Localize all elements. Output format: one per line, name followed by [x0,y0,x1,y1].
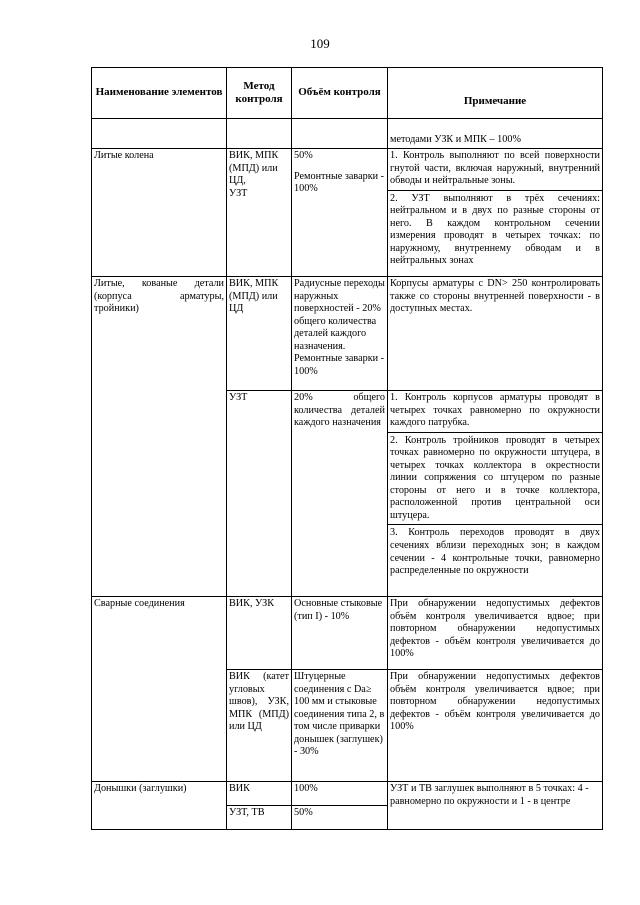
cell-method: ВИК [227,782,292,806]
cell-note: При обнаружении недопустимых дефектов объём контроля увеличивается вдвое; при повторном обнаружении недопустимых дефектов - объём контроля увеличивается до 100% [388,670,603,782]
cell-note [388,149,603,277]
header-volume: Объём контроля [292,68,388,119]
cell-element: Донышки (заглушки) [92,782,227,830]
cell-method: ВИК (катет угловых швов), УЗК, МПК (МПД) или ЦД [227,670,292,782]
header-note: Примечание [388,68,603,119]
cell-element: Сварные соединения [92,597,227,782]
volume-text: Ремонтные заварки - 100% [294,170,385,195]
table-row [92,782,603,806]
cell-note: Корпусы арматуры с DN> 250 контролировать также со стороны внутренней поверхности - в доступных местах. [388,277,603,391]
table-row [92,149,603,277]
header-elements: Наименование элементов [92,68,227,119]
cell-method [227,119,292,149]
table-row [92,277,603,391]
cell-method: ВИК, УЗК [227,597,292,670]
cell-note: При обнаружении недопустимых дефектов объём контроля увеличивается вдвое; при повторном обнаружении недопустимых дефектов - объём контроля увеличивается до 100% [388,597,603,670]
table-row [92,119,603,149]
cell-volume [292,149,388,277]
cell-element [92,119,227,149]
cell-volume: 20% общего количества деталей каждого назначения [292,391,388,597]
note-text: 2. УЗТ выполняют в трёх сечениях: нейтральном и в двух по разные стороны от него. В каждом контрольном сечении измерения проводят в четырех точках: по наружному, внутреннему обводам и в нейтральных зонах [388,190,602,268]
cell-note: УЗТ и ТВ заглушек выполняют в 5 точках: 4 - равномерно по окружности и 1 - в центре [388,782,603,830]
cell-volume: Штуцерные соединения с Da≥ 100 мм и стыковые соединения типа 2, в том числе приварки донышек (заглушек) - 30% [292,670,388,782]
inspection-table [91,67,603,830]
note-text: 2. Контроль тройников проводят в четырех точках равномерно по окружности штуцера, в четырех точках коллектора в окрестности линии сопряжения со штуцером по разные стороны от него и в точке коллектора, расположенной против центральной оси штуцера. [388,432,602,523]
method-text: УЗТ [229,187,248,199]
cell-method [227,149,292,277]
note-text: 1. Контроль корпусов арматуры проводят в четырех точках равномерно по окружности каждого патрубка. [390,392,600,429]
header-method: Метод контроля [227,68,292,119]
note-text: 3. Контроль переходов проводят в двух сечениях вблизи переходных зон; в каждом сечении - 4 контрольные точки, равномерно распределенные по окружности [388,524,602,577]
cell-method: УЗТ [227,391,292,597]
method-text: ВИК, МПК (МПД) или ЦД, [229,150,279,187]
cell-volume: Основные стыковые (тип I) - 10% [292,597,388,670]
cell-method: ВИК, МПК (МПД) или ЦД [227,277,292,391]
note-text: 1. Контроль выполняют по всей поверхности гнутой части, включая наружный, внутренний обводы и нейтральные зоны. [390,150,600,187]
cell-element: Литые, кованые детали (корпуса арматуры, тройники) [92,277,227,597]
cell-volume: 50% [292,806,388,830]
cell-volume: 100% [292,782,388,806]
cell-note [388,391,603,597]
table-row [92,597,603,670]
volume-text: 50% [294,150,313,161]
cell-element: Литые колена [92,149,227,277]
cell-method: УЗТ, ТВ [227,806,292,830]
cell-volume: Радиусные переходы наружных поверхностей - 20% общего количества деталей каждого назначения. Ремонтные заварки - 100% [292,277,388,391]
page-number: 109 [310,36,330,51]
header-row [92,68,603,119]
cell-volume [292,119,388,149]
cell-note: методами УЗК и МПК – 100% [388,119,603,149]
